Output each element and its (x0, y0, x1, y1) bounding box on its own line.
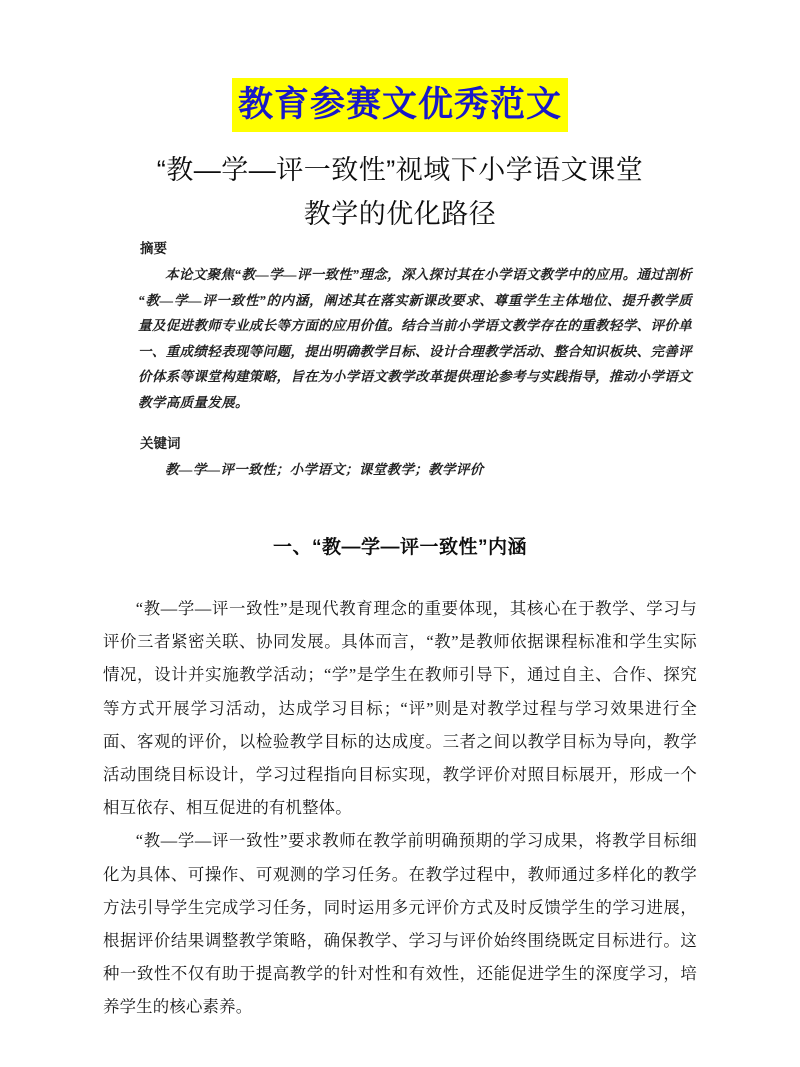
abstract-text: 本论文聚焦“教—学—评一致性”理念，深入探讨其在小学语文教学中的应用。通过剖析“教—学—评一致性”的内涵，阐述其在落实新课改要求、尊重学生主体地位、提升教学质量及促进教师专业成长等方面的应用价值。结合当前小学语文教学存在的重教轻学、评价单一、重成绩轻表现等问题，提出明确教学目标、设计合理教学活动、整合知识板块、完善评价体系等课堂构建策略，旨在为小学语文教学改革提供理论参考与实践指导，推动小学语文教学高质量发展。 (138, 267, 692, 410)
abstract-label: 摘要 (140, 241, 167, 256)
section-heading-1: 一、“教—学—评一致性”内涵 (272, 537, 527, 558)
document-title-line-1: “教—学—评一致性”视域下小学语文课堂 (156, 155, 644, 185)
body-paragraph: “教—学—评一致性”是现代教育理念的重要体现，其核心在于教学、学习与评价三者紧密关联、协同发展。具体而言，“教”是教师依据课程标准和学生实际情况，设计并实施教学活动；“学”是学生在教师引导下，通过自主、合作、探究等方式开展学习活动，达成学习目标；“评”则是对教学过程与学习效果进行全面、客观的评价，以检验教学目标的达成度。三者之间以教学目标为导向，教学活动围绕目标设计，学习过程指向目标实现，教学评价对照目标展开，形成一个相互依存、相互促进的有机整体。 (103, 599, 697, 818)
abstract-keywords-block (138, 238, 692, 482)
section-body (103, 592, 697, 1024)
keywords-label: 关键词 (140, 435, 181, 451)
highlighted-banner-title: 教育参赛文优秀范文 (232, 78, 568, 132)
document-title-line-2: 教学的优化路径 (303, 199, 497, 229)
document-title (100, 148, 700, 236)
keywords-group (138, 433, 692, 483)
body-paragraph: “教—学—评一致性”要求教师在教学前明确预期的学习成果，将教学目标细化为具体、可操作、可观测的学习任务。在教学过程中，教师通过多样化的教学方法引导学生完成学习任务，同时运用多元评价方式及时反馈学生的学习进展，根据评价结果调整教学策略，确保教学、学习与评价始终围绕既定目标进行。这种一致性不仅有助于提高教学的针对性和有效性，还能促进学生的深度学习，培养学生的核心素养。 (103, 831, 697, 1017)
banner-row (0, 78, 800, 132)
keywords-text: 教—学—评一致性；小学语文；课堂教学；教学评价 (165, 461, 484, 477)
